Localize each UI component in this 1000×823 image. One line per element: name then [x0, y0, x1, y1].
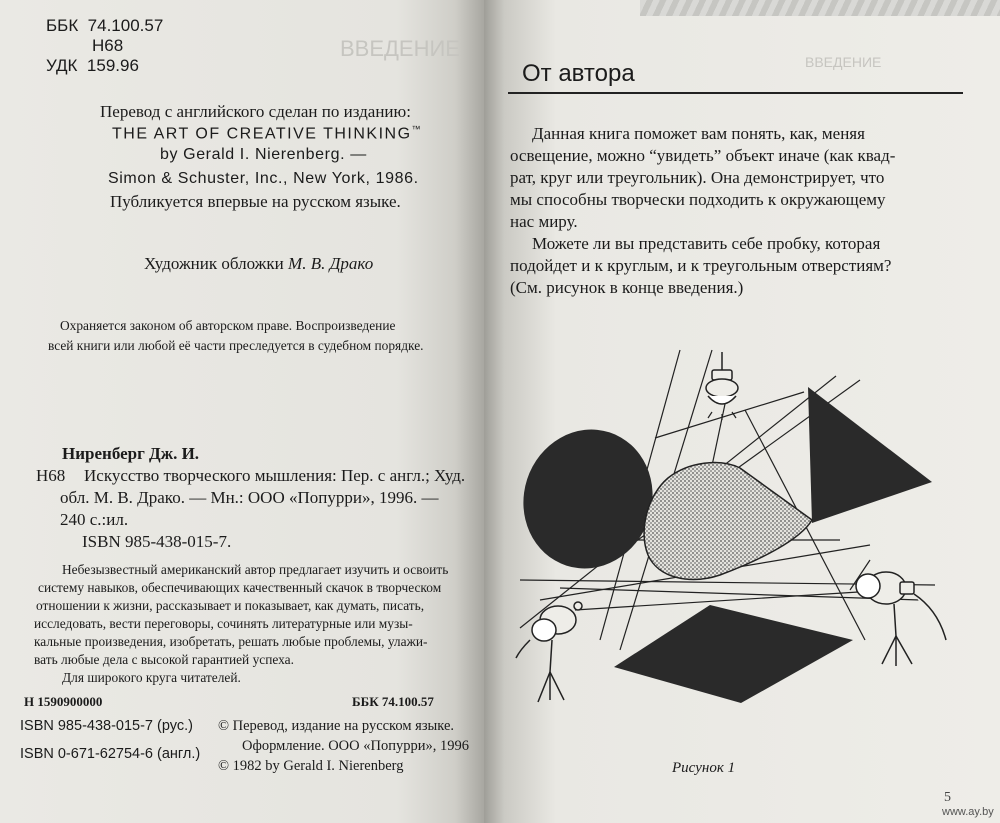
udk-label: УДК — [46, 56, 78, 75]
rights-line: Оформление. ООО «Попурри», 1996 — [242, 738, 469, 754]
square-shadow — [614, 605, 853, 703]
copyright-notice-line: Охраняется законом об авторском праве. Воспроизведение — [60, 318, 396, 333]
trademark-mark: ™ — [411, 124, 423, 134]
lamp-top — [706, 352, 738, 420]
catalog-line: 240 с.:ил. — [60, 510, 129, 529]
index-code: Н 1590900000 — [24, 694, 103, 709]
copyright-notice-line: всей книги или любой её части преследуется в судебном порядке. — [48, 338, 424, 353]
annotation-line: систему навыков, обеспечивающих качественный скачок в творческом — [38, 580, 442, 595]
circle-shadow — [506, 413, 671, 586]
triangle-shadow — [808, 387, 932, 523]
bleed-through-text: ВВЕДЕНИЕ — [805, 54, 882, 70]
watermark: www.ay.by — [942, 806, 994, 818]
annotation-line: Небезызвестный американский автор предлагает изучить и освоить — [62, 562, 449, 577]
annotation-line: кальные произведения, изобретать, решать любые проблемы, улажи- — [34, 634, 428, 649]
original-title-text: THE ART OF CREATIVE THINKING — [112, 125, 412, 143]
lamp-left — [516, 602, 582, 702]
page-number: 5 — [944, 790, 951, 805]
rights-line: © Перевод, издание на русском языке. — [218, 718, 455, 734]
annotation-line: исследовать, вести переговоры, сочинять литературные или музы- — [34, 616, 413, 631]
paragraph-line: нас миру. — [510, 212, 578, 231]
bleed-through-text: ВВЕДЕНИЕ — [340, 36, 460, 61]
paragraph-line: (См. рисунок в конце введения.) — [510, 278, 744, 297]
annotation-line: Для широкого круга читателей. — [62, 670, 241, 685]
bbk-label: ББК — [46, 16, 79, 35]
isbn-eng: ISBN 0-671-62754-6 (англ.) — [20, 746, 201, 762]
bbk-value: 74.100.57 — [87, 16, 164, 35]
paragraph-line: освещение, можно “увидеть” объект иначе (как квад- — [510, 146, 896, 165]
isbn-rus: ISBN 985-438-015-7 (рус.) — [20, 718, 193, 734]
translation-note-line: Simon & Schuster, Inc., New York, 1986. — [108, 170, 419, 187]
figure-caption: Рисунок 1 — [672, 760, 736, 776]
author-mark: Н68 — [92, 36, 124, 55]
catalog-line: Искусство творческого мышления: Пер. с англ.; Худ. — [84, 466, 466, 485]
catalog-line: обл. М. В. Драко. — Мн.: ООО «Попурри», 1996. — — [60, 488, 439, 507]
paragraph-line: Данная книга поможет вам понять, как, меняя — [532, 124, 865, 143]
cork-shape — [644, 463, 812, 580]
rights-line: © 1982 by Gerald I. Nierenberg — [218, 758, 404, 774]
catalog-code: Н68 — [36, 466, 66, 485]
lamp-right — [856, 572, 946, 666]
paragraph-line: рат, круг или треугольник). Она демонстрирует, что — [510, 168, 885, 187]
paragraph-line: Можете ли вы представить себе пробку, которая — [532, 234, 881, 253]
paragraph-line: подойдет и к круглым, и к треугольным отверстиям? — [510, 256, 892, 275]
cover-artist-label: Художник обложки — [144, 254, 284, 273]
translation-note-line: Перевод с английского сделан по изданию: — [100, 102, 411, 121]
cover-artist-name: М. В. Драко — [288, 254, 374, 273]
annotation-line: отношении к жизни, рассказывает и показывает, как думать, писать, — [36, 598, 425, 613]
translation-note-line: Публикуется впервые на русском языке. — [110, 192, 401, 211]
bbk-bottom: ББК 74.100.57 — [352, 694, 434, 709]
chapter-heading: От автора — [522, 60, 635, 87]
catalog-author: Ниренберг Дж. И. — [62, 444, 200, 463]
paragraph-line: мы способны творчески подходить к окружающему — [510, 190, 886, 209]
translation-note-line: by Gerald I. Nierenberg. — — [160, 146, 367, 163]
udk-value: 159.96 — [86, 56, 139, 75]
annotation-line: вать любые дела с высокой гарантией успеха. — [34, 652, 294, 667]
catalog-isbn: ISBN 985-438-015-7. — [82, 532, 232, 551]
